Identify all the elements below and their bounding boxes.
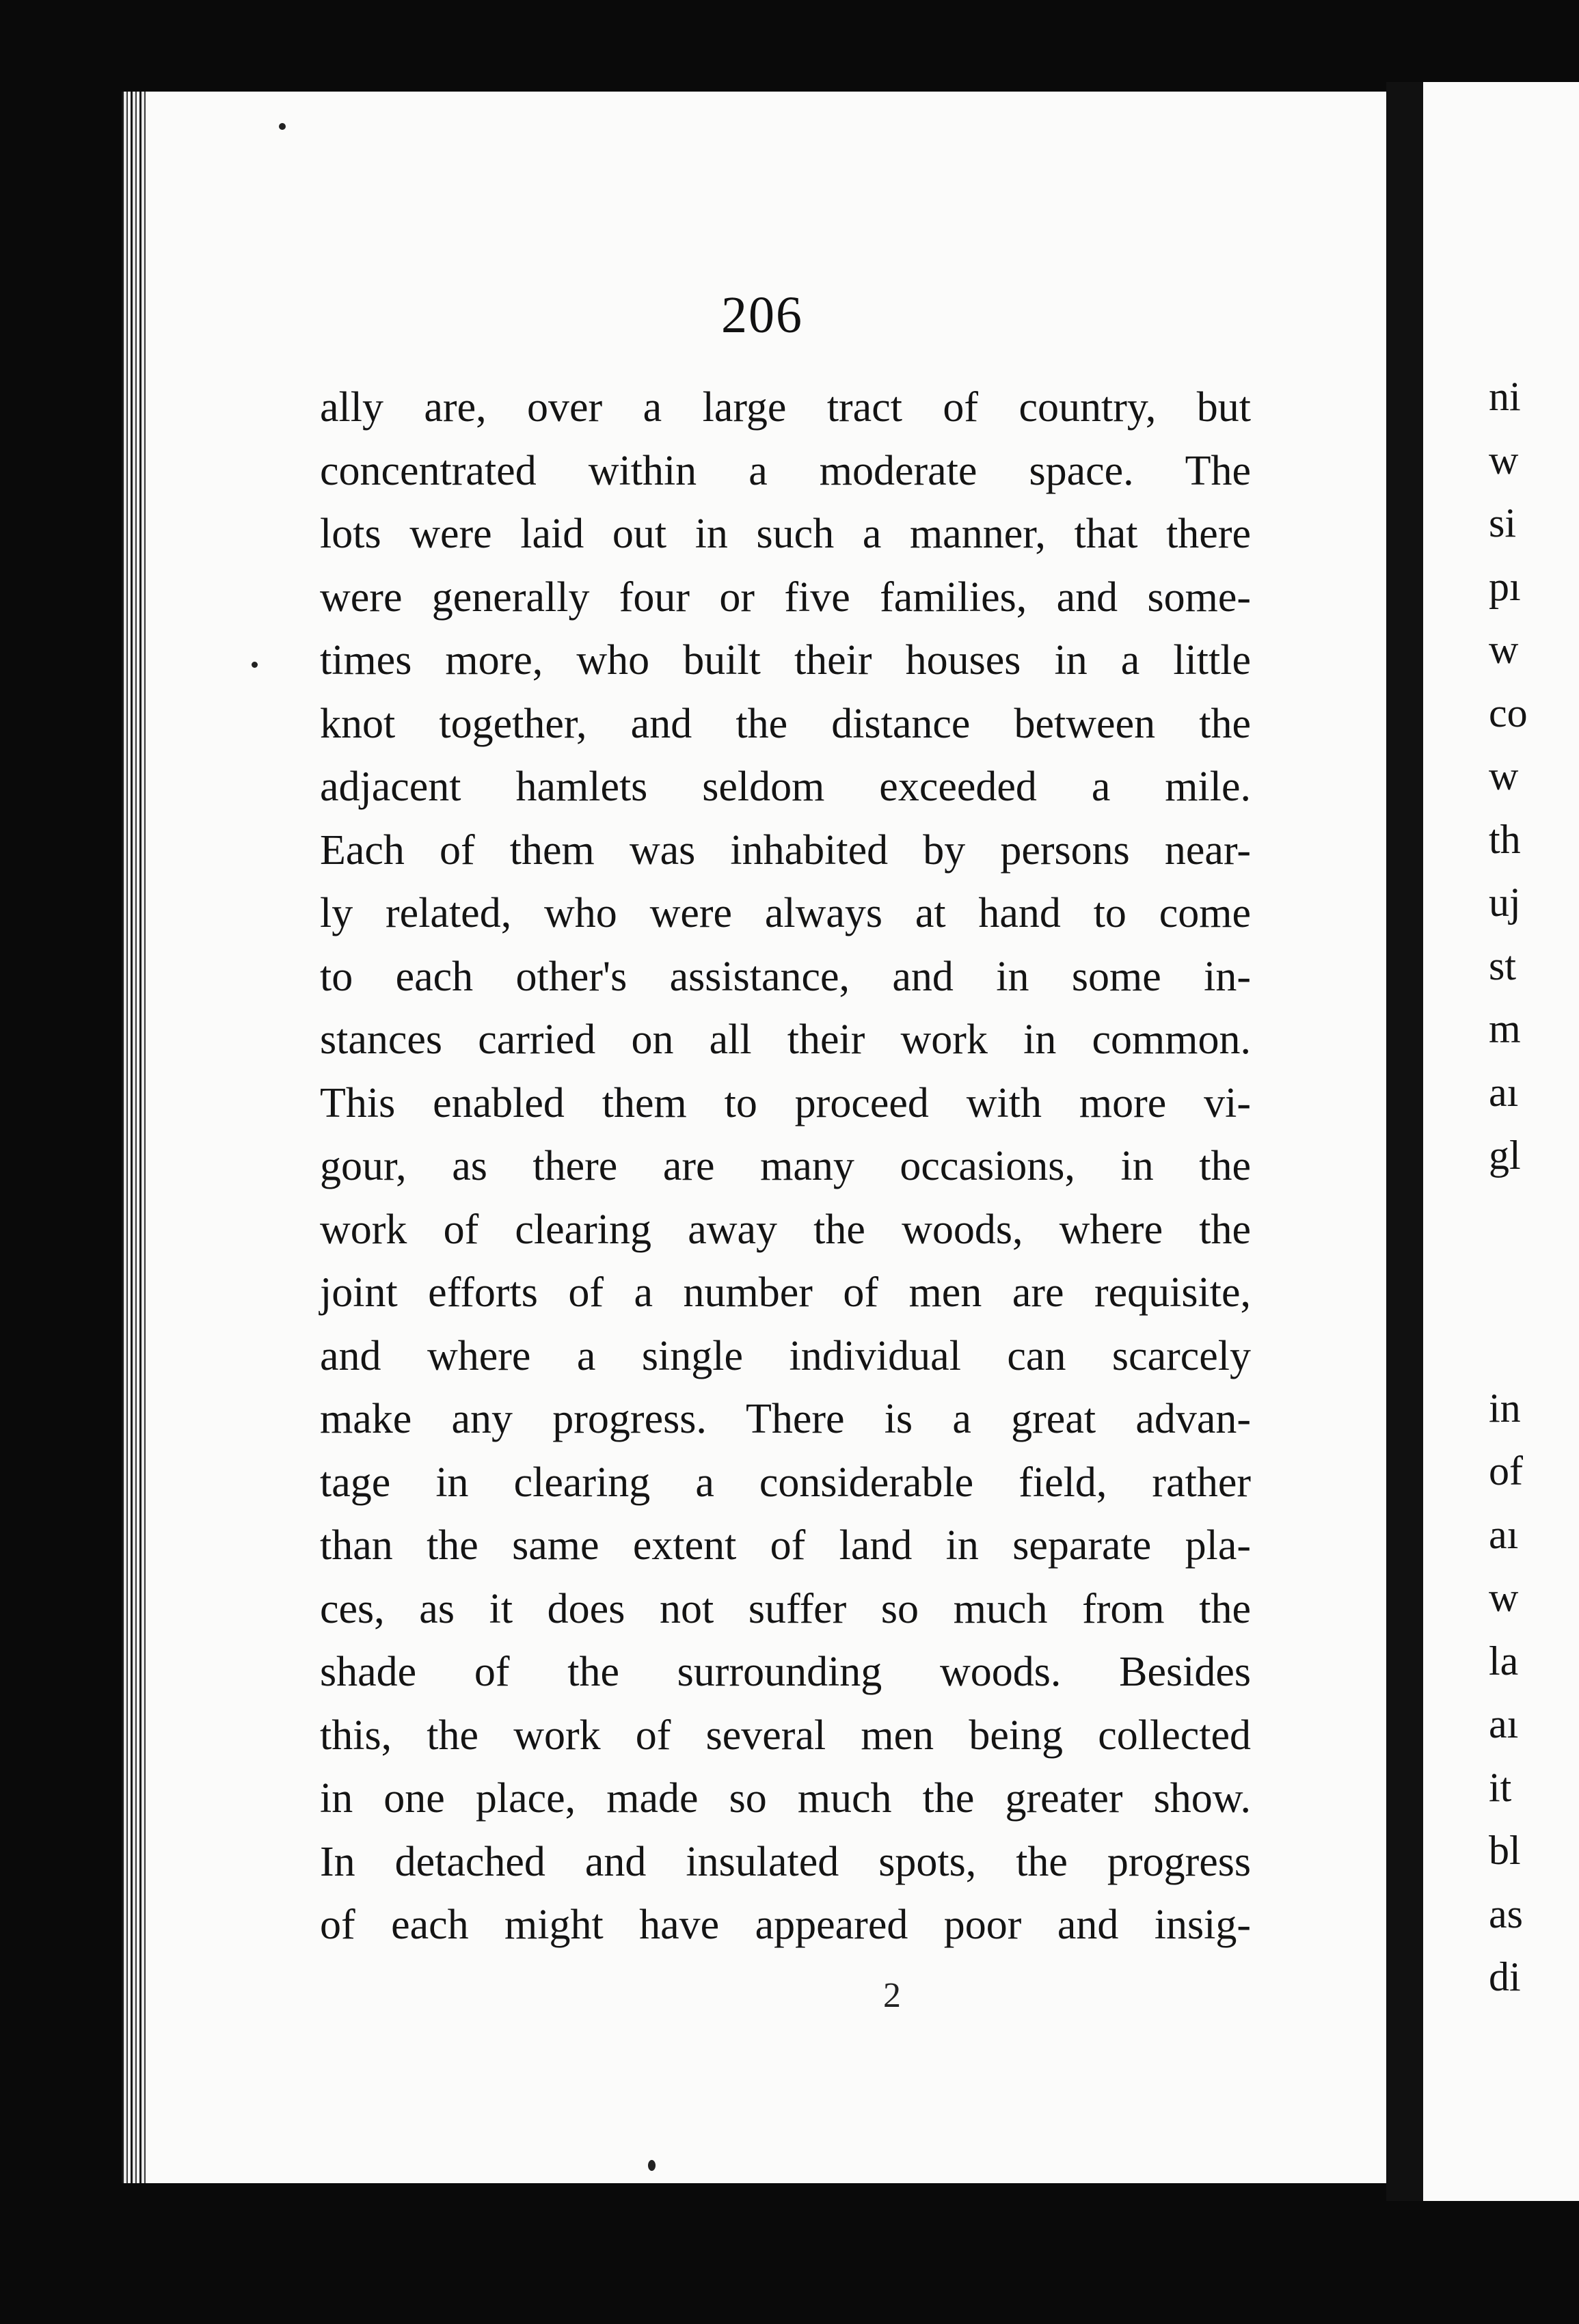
- text-line: tage in clearing a considerable field, rather: [320, 1459, 1251, 1506]
- ink-speck: [648, 2160, 656, 2171]
- fragment-line: in: [1489, 1385, 1521, 1431]
- text-line: ly related, who were always at hand to come: [320, 890, 1251, 936]
- text-line: In detached and insulated spots, the progress: [320, 1838, 1251, 1885]
- fragment-line: aı: [1489, 1511, 1519, 1557]
- text-line: of each might have appeared poor and insig-: [320, 1902, 1251, 1948]
- text-line: were generally four or five families, and some-: [320, 573, 1251, 621]
- fragment-line: gl: [1489, 1133, 1521, 1178]
- text-line: lots were laid out in such a manner, that there: [320, 511, 1251, 557]
- text-line: work of clearing away the woods, where the: [320, 1206, 1251, 1253]
- text-line: knot together, and the distance between the: [320, 700, 1251, 747]
- facing-page-fragments: [1489, 365, 1528, 2009]
- text-line: concentrated within a moderate space. The: [320, 447, 1251, 494]
- text-line: adjacent hamlets seldom exceeded a mile.: [320, 764, 1251, 810]
- text-line: This enabled them to proceed with more vi-: [320, 1079, 1251, 1126]
- text-line: ally are, over a large tract of country, but: [320, 384, 1251, 431]
- fragment-line: w: [1489, 1575, 1519, 1620]
- text-line: stances carried on all their work in common.: [320, 1016, 1251, 1063]
- text-line: make any progress. There is a great advan-: [320, 1396, 1251, 1442]
- fragment-line: w: [1489, 753, 1519, 798]
- text-line: Each of them was inhabited by persons near-: [320, 826, 1251, 874]
- fragment-line: m: [1489, 1006, 1521, 1051]
- fragment-line: it: [1489, 1764, 1512, 1810]
- book-gutter: [1386, 82, 1423, 2201]
- fragment-line: pı: [1489, 563, 1521, 609]
- fragment-line: ni: [1489, 374, 1521, 419]
- page-number: 206: [721, 286, 803, 344]
- fragment-line: di: [1489, 1954, 1521, 1999]
- fragment-line: co: [1489, 690, 1528, 735]
- page-edge-stack: [122, 92, 146, 2183]
- text-line: in one place, made so much the greater show.: [320, 1775, 1251, 1822]
- fragment-line: of: [1489, 1448, 1523, 1494]
- fragment-line: st: [1489, 943, 1517, 988]
- body-text: [320, 376, 1251, 1957]
- signature-mark: 2: [883, 1976, 901, 2015]
- fragment-line: si: [1489, 500, 1517, 545]
- text-line: ces, as it does not suffer so much from the: [320, 1585, 1251, 1632]
- ink-speck: [279, 123, 286, 130]
- text-line: shade of the surrounding woods. Besides: [320, 1649, 1251, 1695]
- fragment-line: aı: [1489, 1701, 1519, 1746]
- text-line: gour, as there are many occasions, in the: [320, 1143, 1251, 1189]
- text-line: and where a single individual can scarcely: [320, 1332, 1251, 1379]
- fragment-line: as: [1489, 1891, 1523, 1936]
- text-line: times more, who built their houses in a little: [320, 637, 1251, 684]
- text-line: to each other's assistance, and in some in-: [320, 953, 1251, 1000]
- fragment-line: aı: [1489, 1069, 1519, 1115]
- text-line: than the same extent of land in separate pla-: [320, 1522, 1251, 1569]
- section-gap: [1489, 1187, 1528, 1377]
- text-line: this, the work of several men being collected: [320, 1712, 1251, 1759]
- fragment-line: w: [1489, 627, 1519, 672]
- fragment-line: bl: [1489, 1828, 1521, 1873]
- fragment-line: w: [1489, 437, 1519, 483]
- text-line: joint efforts of a number of men are requisite,: [320, 1269, 1251, 1316]
- fragment-line: la: [1489, 1638, 1519, 1684]
- ink-speck: [252, 662, 258, 668]
- fragment-line: uj: [1489, 880, 1521, 925]
- fragment-line: th: [1489, 816, 1521, 862]
